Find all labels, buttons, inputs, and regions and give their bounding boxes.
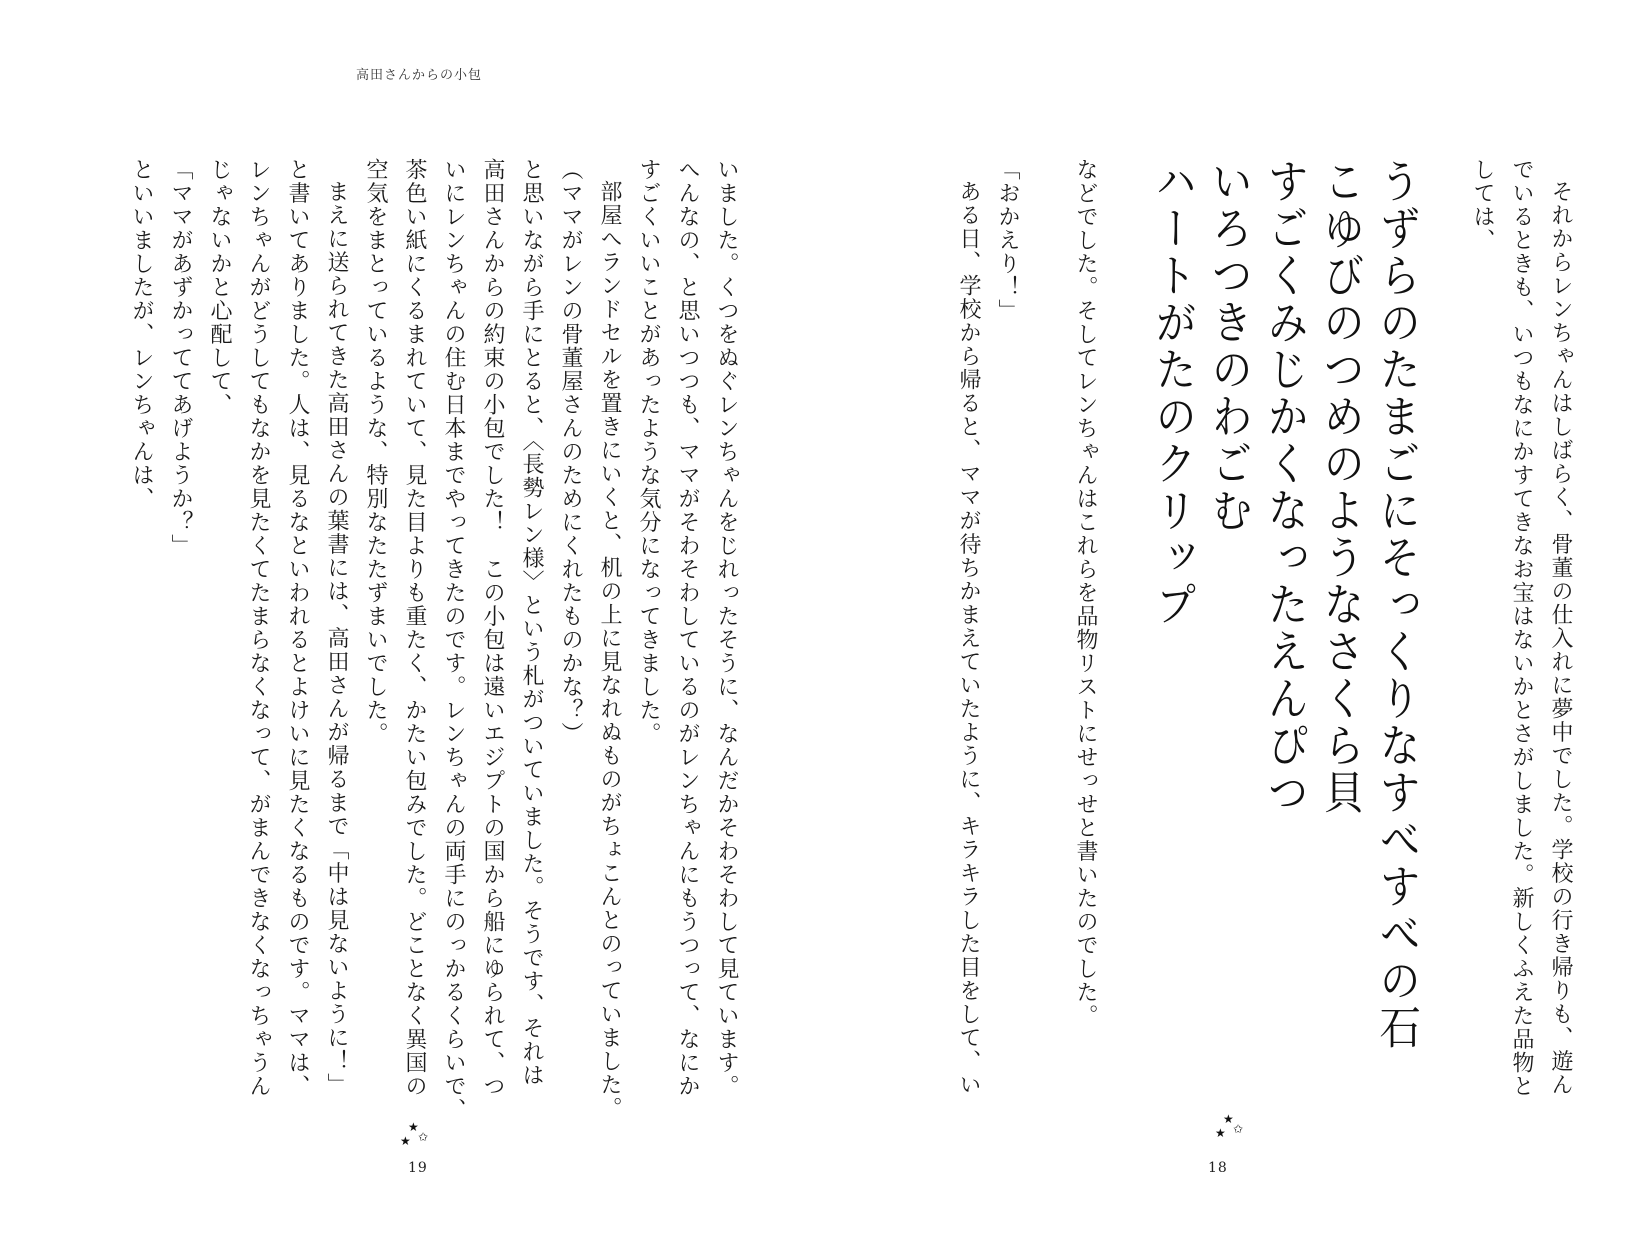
- text-line: へんなの、と思いつつも、ママがそわそわしているのがレンちゃんにもうつって、なにか: [675, 158, 700, 1098]
- text-line: じゃないかと心配して、: [207, 158, 232, 417]
- text-line: と書いてありました。人は、見るなといわれるとよけいに見たくなるものです。ママは、: [285, 158, 310, 1098]
- text-line: 空気をまとっているような、特別なたたずまいでした。: [363, 158, 388, 746]
- text-line: それからレンちゃんはしばらく、骨董の仕入れに夢中でした。学校の行き帰りも、遊ん: [1548, 180, 1573, 1097]
- text-line: しては、: [1470, 158, 1495, 252]
- star-icon: ★: [408, 1120, 419, 1134]
- text-line: でいるときも、いつもなにかすてきなお宝はないかとさがしました。新しくふえた品物と: [1509, 158, 1534, 1098]
- running-head: 高田さんからの小包: [356, 68, 483, 83]
- handwritten-item: いろつきのわごむ: [1204, 158, 1253, 534]
- star-icon: ★: [1223, 1112, 1234, 1126]
- page-number: 19: [408, 1160, 428, 1176]
- handwritten-item: こゆびのつめのようなさくら貝: [1316, 158, 1365, 816]
- star-outline-icon: ✩: [1233, 1122, 1244, 1136]
- text-line: などでした。そしてレンちゃんはこれらを品物リストにせっせと書いたのでした。: [1073, 158, 1098, 1028]
- text-line: レンちゃんがどうしてもなかを見たくてたまらなくなって、がまんできなくなっちゃうん: [246, 158, 271, 1098]
- text-line: 「ママがあずかっててあげようか？」: [168, 158, 193, 558]
- handwritten-item: すごくみじかくなったえんぴつ: [1260, 158, 1309, 816]
- text-line: ある日、学校から帰ると、ママが待ちかまえていたように、キラキラした目をして、い: [956, 180, 981, 1097]
- text-line: 高田さんからの約束の小包でした！ この小包は遠いエジプトの国から船にゆられて、つ: [480, 158, 505, 1098]
- body-text: [122, 158, 746, 1168]
- body-text: [949, 158, 1580, 1168]
- text-line: いにレンちゃんの住む日本までやってきたのです。レンちゃんの両手にのっかるくらいで、: [441, 158, 466, 1122]
- text-line: 「おかえり！」: [995, 158, 1020, 323]
- text-line: といいましたが、レンちゃんは、: [129, 158, 154, 511]
- handwritten-item: うずらのたまごにそっくりなすべすべの石: [1372, 158, 1421, 1051]
- handwritten-item: ハートがたのクリップ: [1148, 158, 1197, 628]
- text-line: すごくいいことがあったような気分になってきました。: [636, 158, 661, 746]
- star-ornament: [400, 1120, 450, 1160]
- text-line: と思いながら手にとると、〈長勢レン様〉という札がついていました。そうです、それは: [519, 158, 544, 1087]
- text-line: いました。くつをぬぐレンちゃんをじれったそうに、なんだかそわそわして見ています。: [714, 158, 739, 1098]
- text-line: 部屋へランドセルを置きにいくと、机の上に見なれぬものがちょこんとのっていました。: [597, 180, 622, 1120]
- star-icon: ★: [400, 1134, 411, 1148]
- text-line: まえに送られてきた高田さんの葉書には、高田さんが帰るまで「中は見ないように！」: [324, 180, 349, 1097]
- star-ornament: [1215, 1112, 1265, 1152]
- page-18: [818, 0, 1636, 1236]
- text-line: 茶色い紙にくるまれていて、見た目よりも重たく、かたい包みでした。どことなく異国の: [402, 158, 427, 1098]
- star-icon: ★: [1215, 1126, 1226, 1140]
- text-line: （ママがレンの骨董屋さんのためにくれたものかな？）: [558, 158, 583, 746]
- page-number: 18: [1208, 1160, 1228, 1176]
- star-outline-icon: ✩: [418, 1130, 429, 1144]
